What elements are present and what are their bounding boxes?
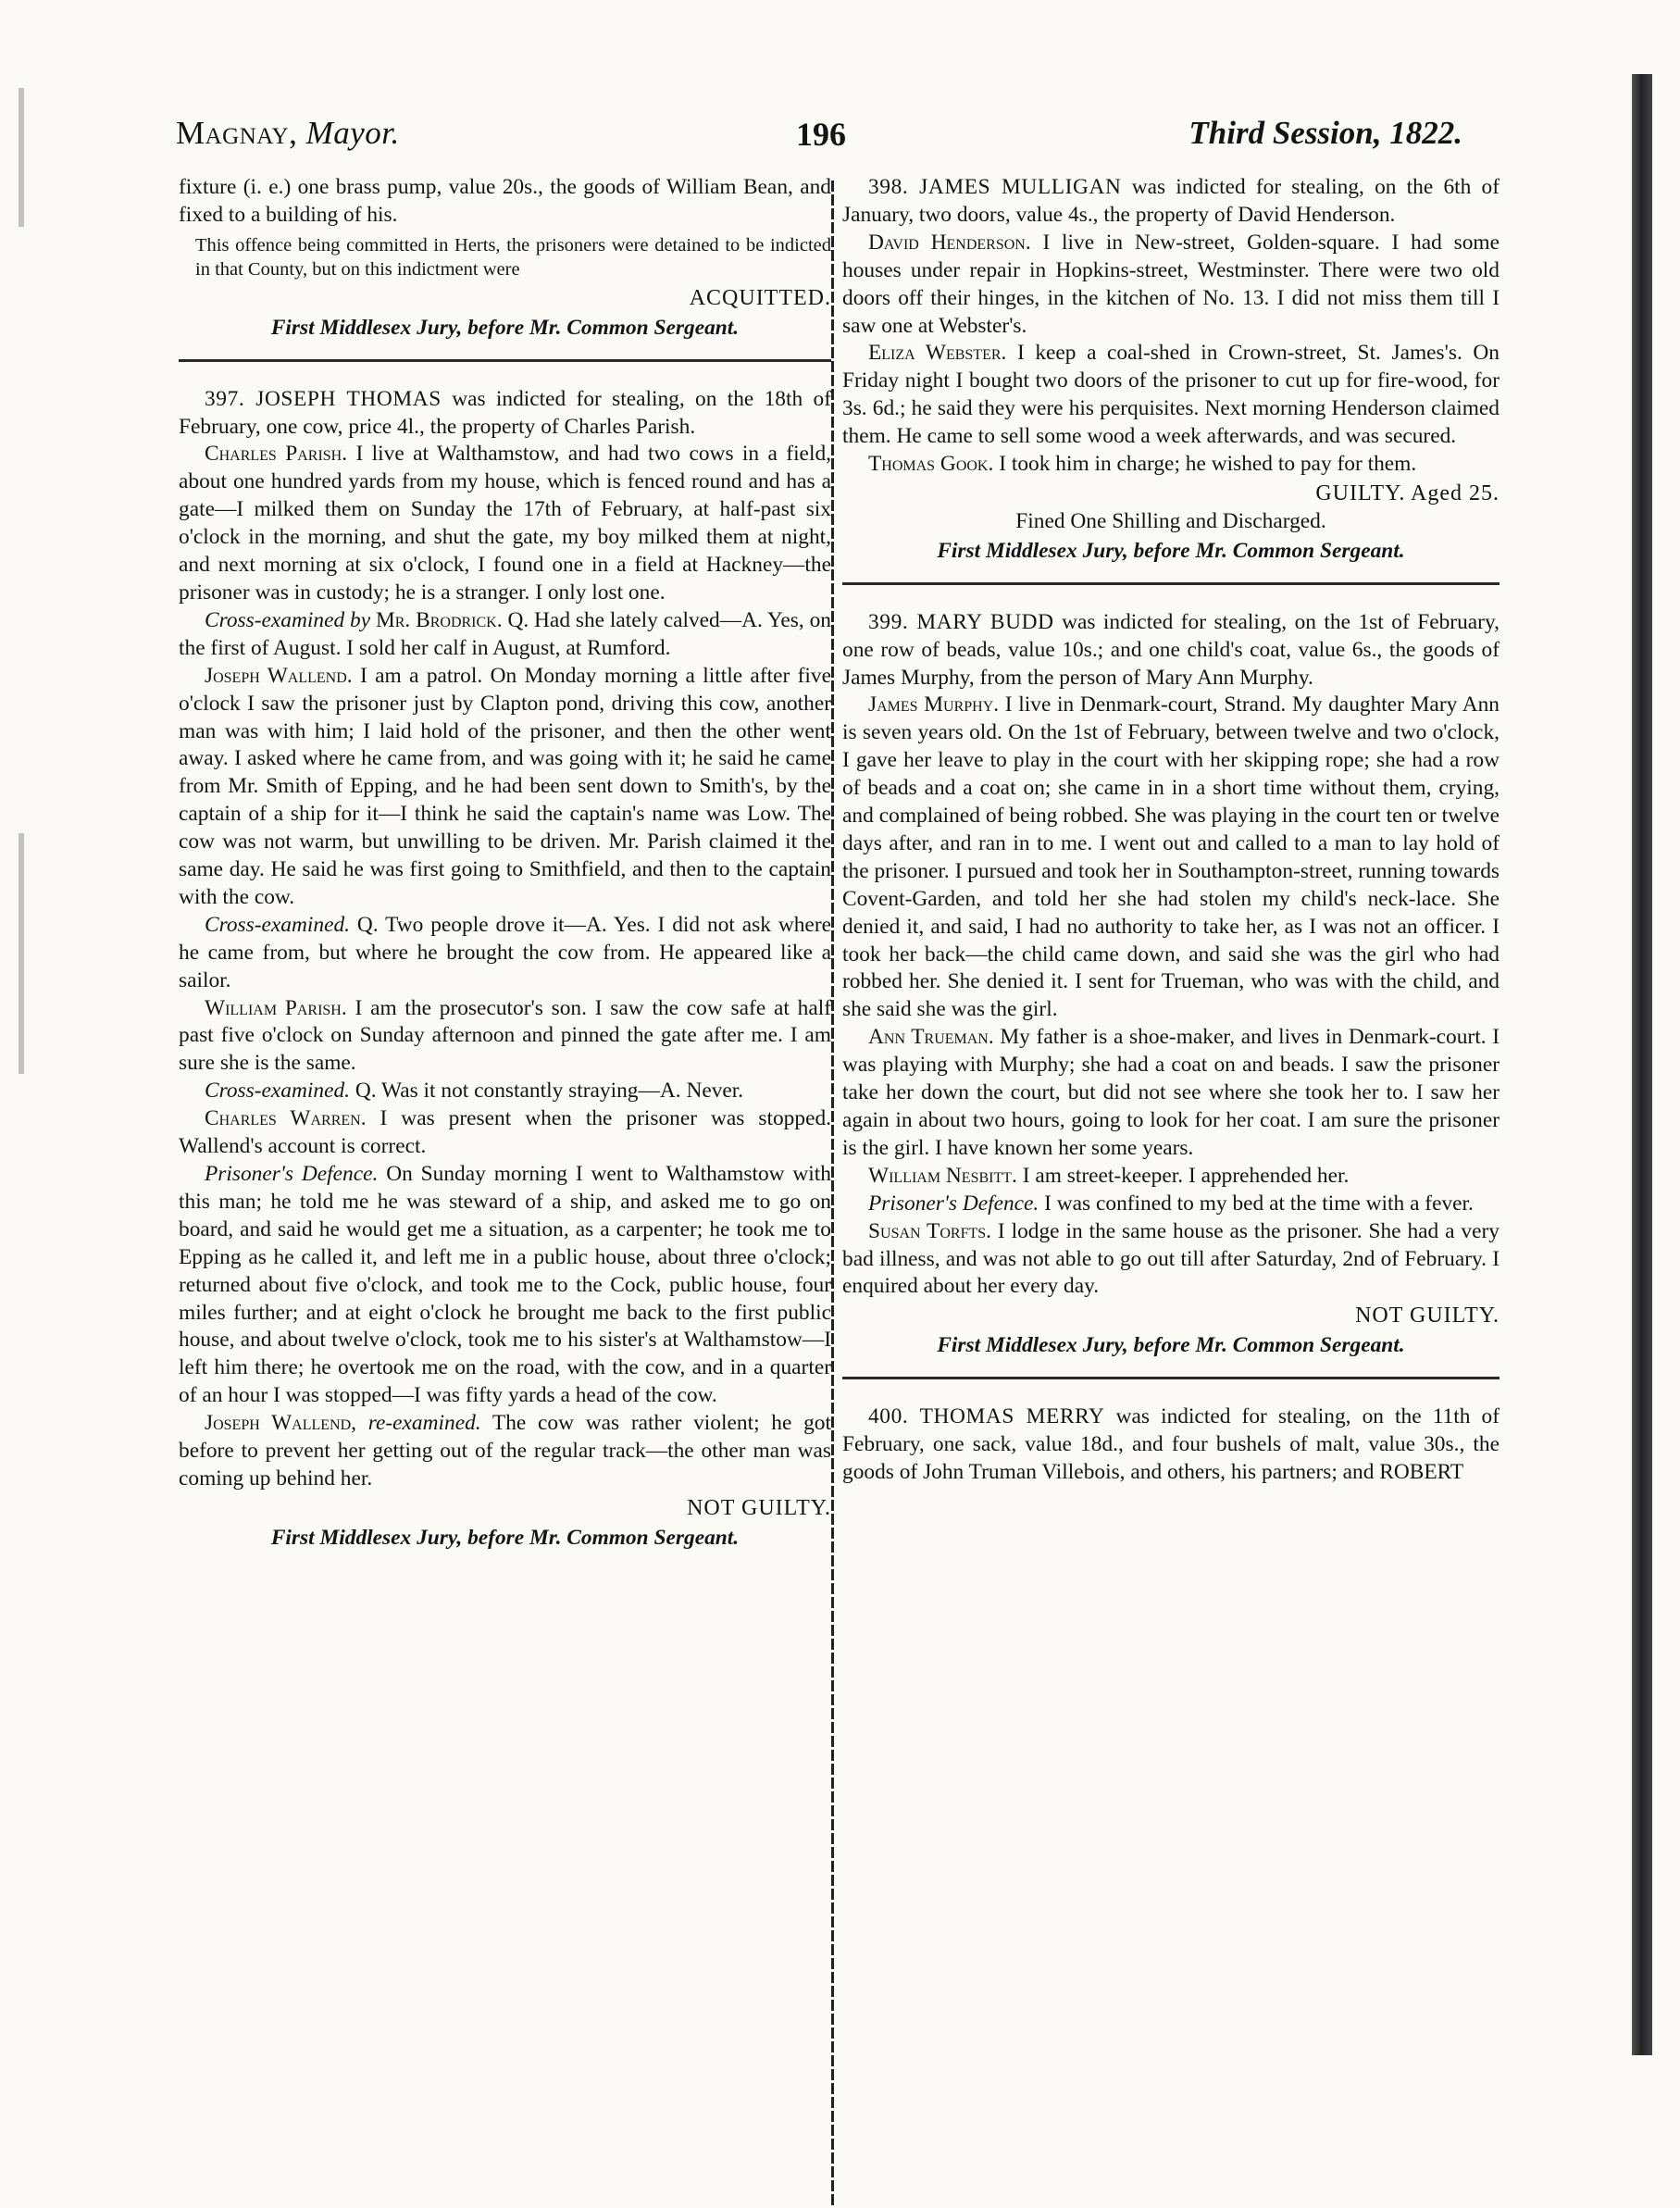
case-heading-399 [842, 609, 1500, 692]
case-heading-397 [179, 386, 831, 442]
defence-text: I was confined to my bed at the time with a fever. [1039, 1191, 1474, 1216]
jury-line: First Middlesex Jury, before Mr. Common Sergeant. [937, 1333, 1405, 1358]
witness-name: Susan Torfts. [868, 1218, 991, 1243]
defence-text: On Sunday morning I went to Walthamstow with this man; he told me he was steward of a ship, and asked me to go on board, and said he would get me a situation, as a carpenter; he took me to Epping as he called it, and left me in a public house, about three o'clock; returned about five o'clock, and took me to the Cock, public house, four miles further; and at eight o'clock he brought me back to the first public house, and about twelve o'clock, took me to his sister's at Walthamstow—I left him there; he overtook me on the road, with the cow, and in a quarter of an hour I was stopped—I was fifty yards a head of the cow. [179, 1162, 831, 1408]
counsel-name: Mr. Brodrick. [370, 607, 503, 632]
header-mayor-title: Mayor. [305, 115, 400, 151]
verdict: ACQUITTED. [689, 285, 831, 310]
testimony-text: My father is a shoe-maker, and lives in Denmark-court. I was playing with Murphy; she had a coat on and beads. I saw the prisoner take her down the court, but did not see where she took her to. I saw her again in about two hours, going to look for her coat. I am sure the prisoner is the girl. I have known her some years. [842, 1025, 1500, 1160]
paragraph: fixture (i. e.) one brass pump, value 20s., the goods of William Bean, and fixed to a building of his. [179, 175, 831, 227]
witness-name: Thomas Gook. [868, 452, 994, 477]
verdict: NOT GUILTY. [1355, 1304, 1500, 1329]
defence-label: Prisoner's Defence. [868, 1191, 1039, 1216]
cross-label: Cross-examined. [205, 912, 350, 937]
testimony [179, 663, 831, 912]
verdict: NOT GUILTY. [687, 1495, 831, 1520]
testimony [179, 1105, 831, 1161]
prisoner-defence [179, 1161, 831, 1410]
scan-mark [19, 88, 24, 227]
testimony [842, 340, 1500, 451]
header-mayor-sep: , [289, 115, 306, 151]
witness-name: Joseph Wallend. [205, 663, 353, 688]
cross-text: Q. Two people drove it—A. Yes. I did not ask where he came from, but where he brought the cow from. He appeared like a sailor. [179, 912, 831, 992]
header-mayor-name: Magnay [176, 115, 290, 151]
testimony [179, 995, 831, 1079]
cross-examination [179, 607, 831, 663]
cross-examination [179, 912, 831, 995]
page-binding-edge [1632, 74, 1652, 2055]
witness-name: Charles Warren. [205, 1106, 367, 1131]
testimony-text: I live in Denmark-court, Strand. My daughter Mary Ann is seven years old. On the 1st of February, between twelve and two o'clock, I gave her leave to play in the court with her skipping rope; she had a row of beads and a coat on; she came in in a short time without them, crying, and complained of being robbed. She was playing in the court ten or twelve days after, and ran in to me. I went out and called to a man to lay hold of the prisoner. I pursued and took her in Southampton-street, running towards Covent-Garden, and told her she had stolen my child's neck-lace. She denied it, and said, I had no authority to take her, as I was not an officer. I took her back—the child came down, and said she was the girl who had robbed her. She denied it. I sent for Trueman, who was with the child, and she said she was the girl. [842, 692, 1500, 1022]
verdict: GUILTY. Aged 25. [1315, 480, 1500, 505]
court-note: This offence being committed in Herts, the prisoners were detained to be indicted in that County, but on this indictment were [195, 234, 831, 280]
defence-label: Prisoner's Defence. [205, 1162, 379, 1186]
witness-name: David Henderson. [868, 230, 1031, 255]
case-text: was indicted for stealing, on the 1st of February, one row of beads, value 10s.; and one child's coat, value 6s., the goods of James Murphy, from the person of Mary Ann Murphy. [842, 609, 1500, 690]
case-divider [179, 359, 831, 362]
case-heading-400 [842, 1403, 1500, 1487]
testimony [842, 1218, 1500, 1302]
reexam-label: re-examined. [356, 1411, 481, 1436]
case-title: 398. JAMES MULLIGAN [868, 175, 1122, 199]
testimony [842, 1163, 1500, 1191]
witness-name: Charles Parish. [205, 442, 348, 467]
cross-label: Cross-examined. [205, 1079, 350, 1104]
witness-name: William Nesbitt. [868, 1163, 1017, 1188]
testimony-text: I am the prosecutor's son. I saw the cow safe at half past five o'clock on Sunday afternoon and pinned the gate after me. I am sure she is the same. [179, 995, 832, 1076]
scan-mark [19, 833, 24, 1074]
header-mayor [176, 115, 400, 152]
cross-text: Q. Was it not constantly straying—A. Never. [350, 1079, 744, 1104]
case-title: 397. JOSEPH THOMAS [205, 386, 442, 411]
cross-text: Q. Had she lately calved—A. Yes, on the first of August. I sold her calf in August, at Rumford. [179, 607, 831, 660]
prisoner-defence [842, 1191, 1500, 1218]
testimony-text: I am street-keeper. I apprehended her. [1016, 1163, 1350, 1188]
header-session: Third Session, 1822. [1188, 115, 1462, 151]
page-header [176, 115, 1462, 161]
jury-line: First Middlesex Jury, before Mr. Common Sergeant. [270, 315, 740, 340]
testimony-text: I keep a coal-shed in Crown-street, St. James's. On Friday night I bought two doors of the prisoner to cut up for fire-wood, for 3s. 6d.; he said they were his perquisites. Next morning Henderson claimed them. He came to sell some wood a week afterwards, and was secured. [842, 341, 1500, 449]
testimony [842, 230, 1500, 341]
witness-name: Ann Trueman. [868, 1025, 994, 1050]
testimony [842, 451, 1500, 479]
sentence: Fined One Shilling and Discharged. [1015, 508, 1326, 533]
page-number: 196 [796, 116, 846, 153]
case-title: 399. MARY BUDD [868, 609, 1054, 634]
reexam-text: The cow was rather violent; he got before to prevent her getting out of the regular track—the other man was coming up behind her. [179, 1411, 831, 1491]
case-divider [842, 1377, 1500, 1379]
cross-examination [179, 1078, 831, 1105]
case-text: was indicted for stealing, on the 6th of January, two doors, value 4s., the property of David Henderson. [842, 175, 1500, 227]
case-heading-398 [842, 174, 1500, 230]
testimony [842, 1024, 1500, 1163]
witness-name: Eliza Webster. [868, 341, 1007, 366]
case-title: 400. THOMAS MERRY [868, 1404, 1105, 1429]
testimony-text: I am a patrol. On Monday morning a little after five o'clock I saw the prisoner just by Clapton pond, driving this cow, another man was with him; I laid hold of the prisoner, and then the other went away. I asked where he came from, and was going with it; he said he came from Mr. Smith of Epping, and he had been sent down to Smith's, by the captain of a ship for it—I think he said the captain's name was Low. The cow was not warm, but unwilling to be driven. Mr. Parish claimed it the same day. He said he was first going to Smithfield, and then to the captain with the cow. [179, 663, 831, 909]
testimony-text: I took him in charge; he wished to pay for them. [993, 452, 1417, 477]
witness-name: James Murphy. [868, 692, 1000, 717]
testimony-text: I live at Walthamstow, and had two cows in a field, about one hundred yards from my house, which is fenced round and has a gate—I milked them on Sunday the 17th of February, at half-past six o'clock in the morning, and shut the gate, my boy milked them at night, and next morning at six o'clock, I found one in a field at Hackney—the prisoner was in custody; he is a stranger. I only lost one. [179, 442, 831, 605]
right-column [842, 174, 1500, 1487]
column-divider [831, 181, 834, 2208]
testimony [842, 692, 1500, 1024]
testimony-text: I was present when the prisoner was stopped. Wallend's account is correct. [179, 1106, 831, 1159]
testimony [179, 441, 831, 606]
left-column [179, 174, 831, 1553]
case-text: was indicted for stealing, on the 18th of February, one cow, price 4l., the property of Charles Parish. [179, 386, 831, 439]
witness-name: Joseph Wallend, [205, 1411, 357, 1436]
testimony-text: I live in New-street, Golden-square. I had some houses under repair in Hopkins-street, Westminster. There were two old doors off their hinges, in the kitchen of No. 13. I did not miss them till I saw one at Webster's. [842, 230, 1500, 338]
re-examination [179, 1410, 831, 1493]
cross-label: Cross-examined by [205, 607, 371, 632]
jury-line: First Middlesex Jury, before Mr. Common Sergeant. [270, 1525, 740, 1550]
case-divider [842, 582, 1500, 585]
testimony-text: I lodge in the same house as the prisoner. She had a very bad illness, and was not able to go out till after Saturday, 2nd of February. I enquired about her every day. [842, 1218, 1500, 1299]
jury-line: First Middlesex Jury, before Mr. Common Sergeant. [937, 538, 1405, 563]
case-text: was indicted for stealing, on the 11th of February, one sack, value 18d., and four bushels of malt, value 30s., the goods of John Truman Villebois, and others, his partners; and ROBERT [842, 1404, 1500, 1484]
witness-name: William Parish. [205, 995, 347, 1020]
